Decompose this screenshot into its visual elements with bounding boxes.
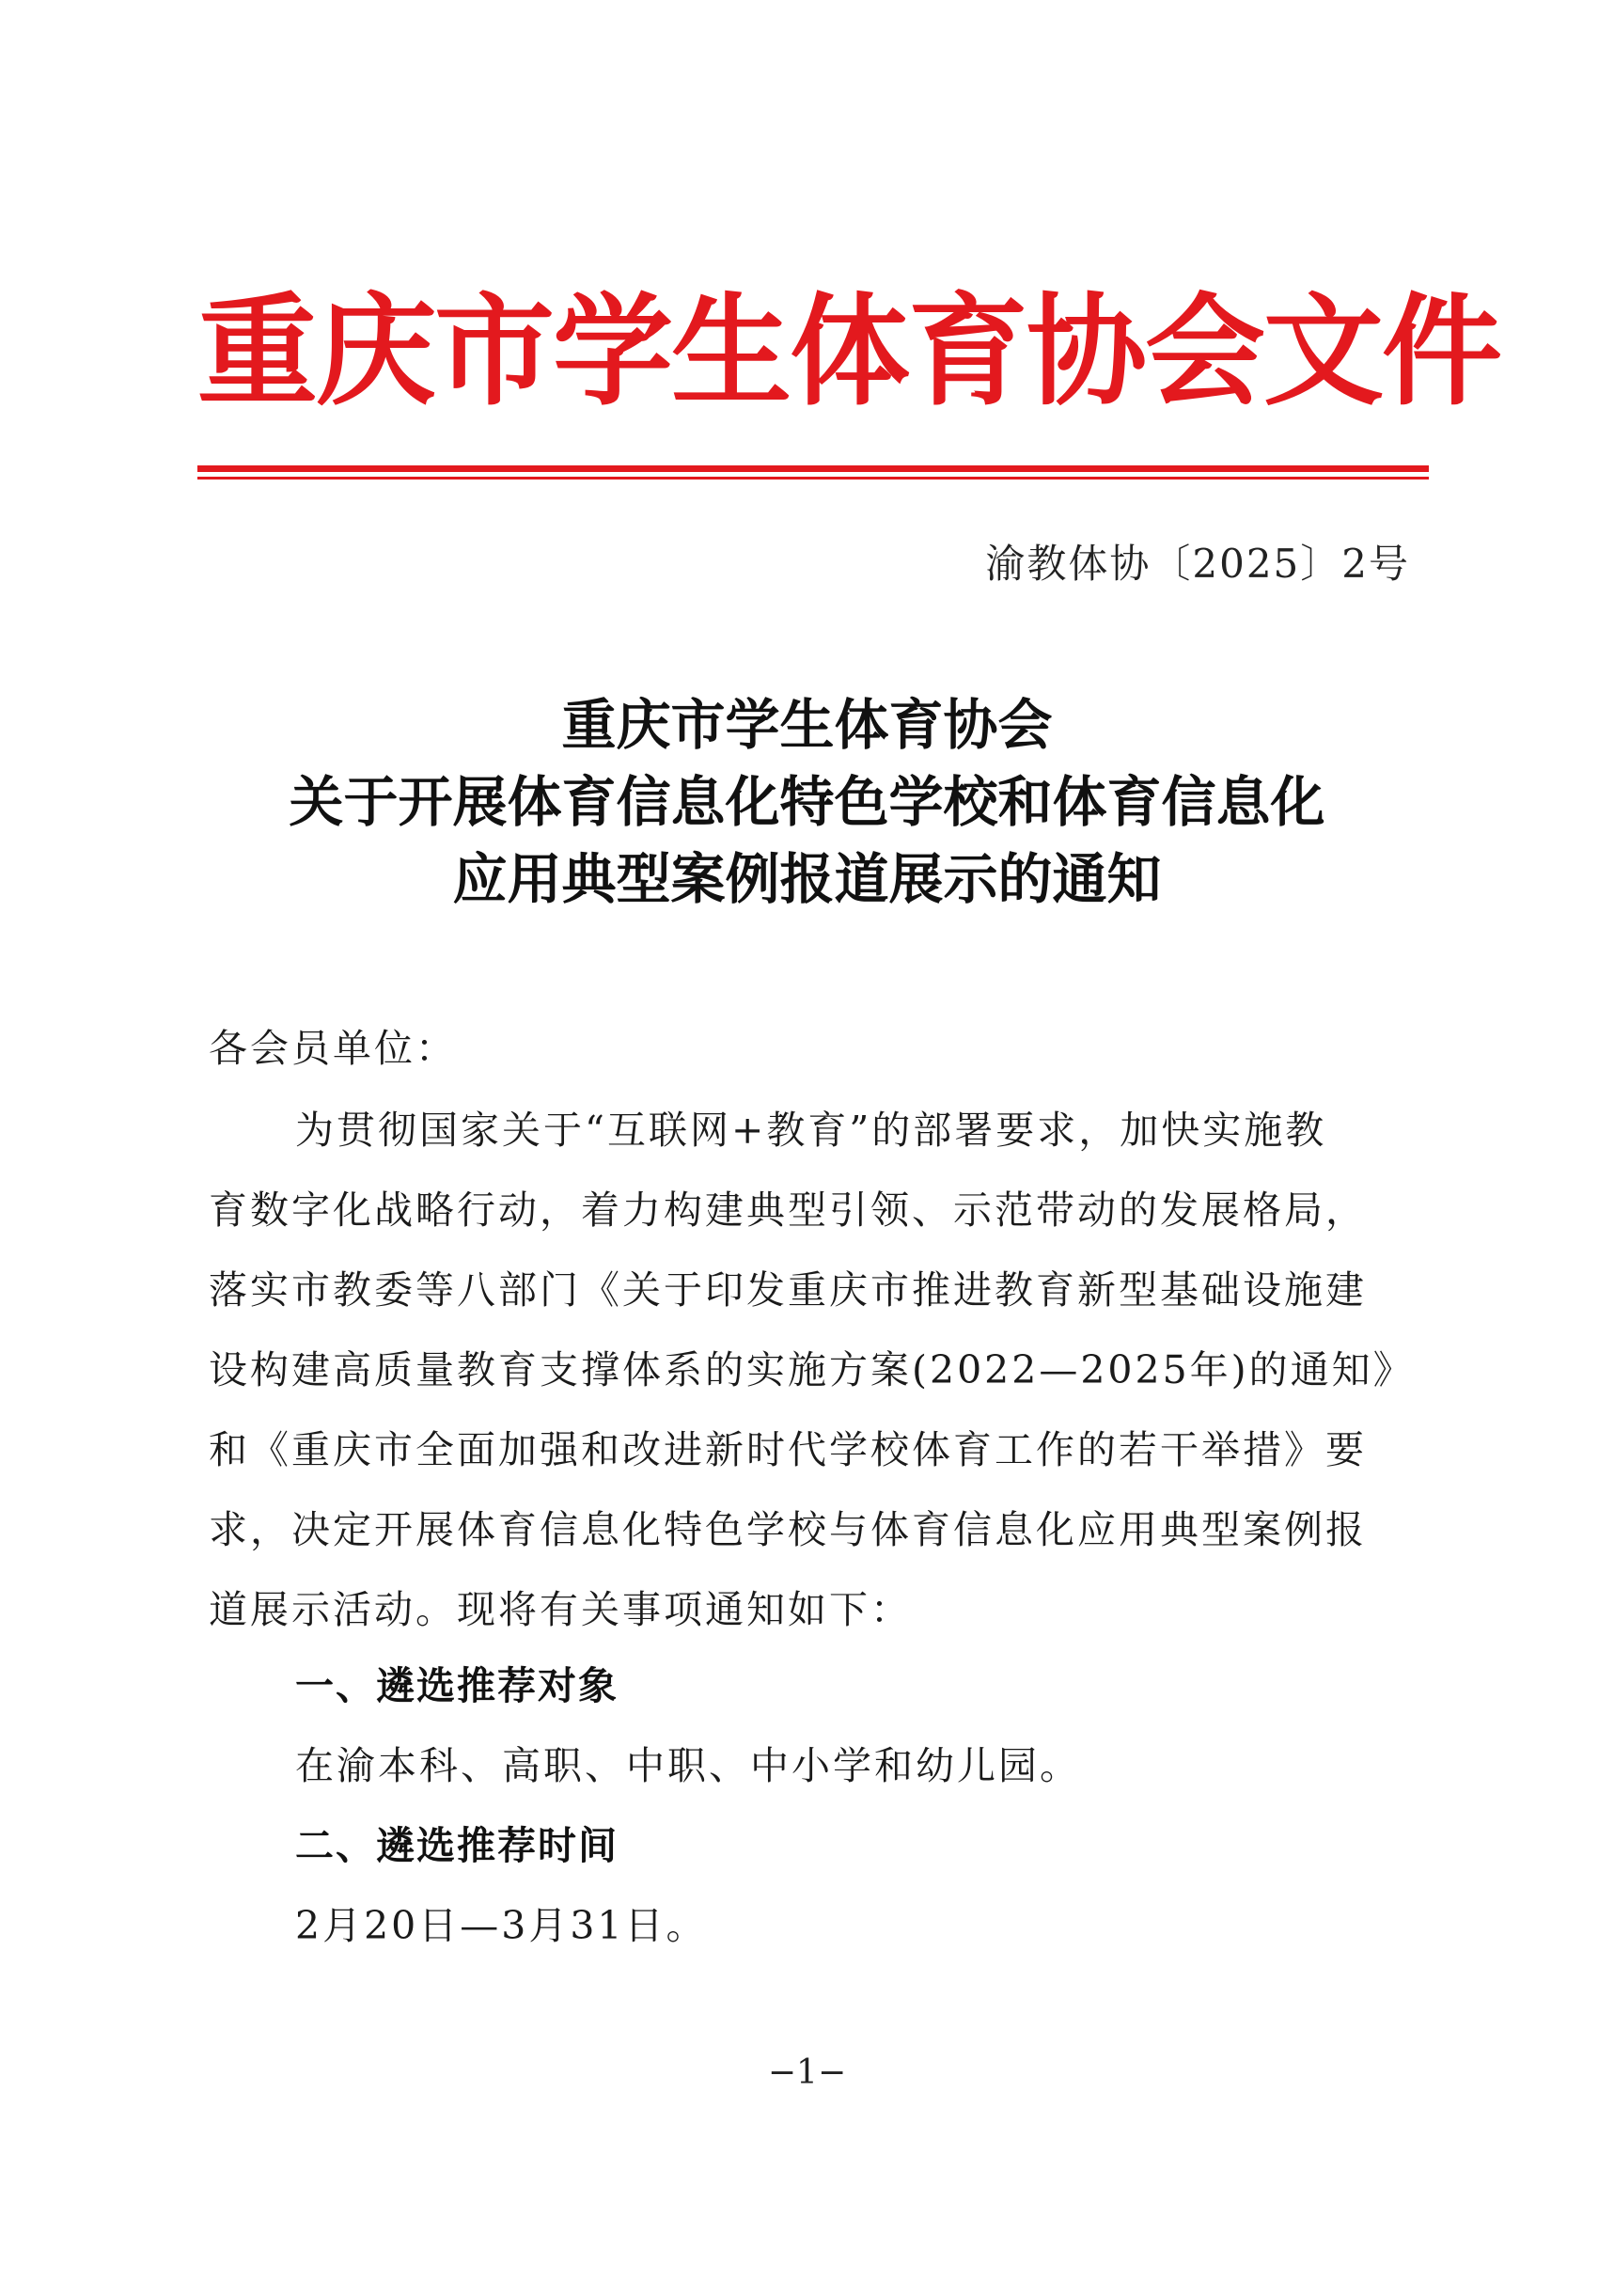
intro-line-2: 育数字化战略行动，着力构建典型引领、示范带动的发展格局， bbox=[209, 1187, 1367, 1233]
intro-line-3: 落实市教委等八部门《关于印发重庆市推进教育新型基础设施建 bbox=[209, 1267, 1367, 1313]
intro-line-4: 设构建高质量教育支撑体系的实施方案(2022—2025年)的通知》 bbox=[209, 1347, 1415, 1392]
page-number: −1− bbox=[767, 2053, 847, 2092]
section-content-1: 在渝本科、高职、中职、中小学和幼儿园。 bbox=[295, 1743, 1081, 1788]
intro-line-5: 和《重庆市全面加强和改进新时代学校体育工作的若干举措》要 bbox=[209, 1427, 1367, 1472]
intro-line-7: 道展示活动。现将有关事项通知如下： bbox=[209, 1587, 912, 1632]
masthead-rule-thin bbox=[197, 477, 1429, 480]
section-heading-2: 二、遴选推荐时间 bbox=[295, 1823, 619, 1868]
intro-line-1: 为贯彻国家关于“互联网+教育”的部署要求，加快实施教 bbox=[295, 1108, 1327, 1153]
title-line-1: 重庆市学生体育协会 bbox=[561, 693, 1053, 757]
section-heading-1: 一、遴选推荐对象 bbox=[295, 1663, 619, 1708]
title-line-2: 关于开展体育信息化特色学校和体育信息化 bbox=[289, 770, 1325, 834]
document-number: 渝教体协〔2025〕2号 bbox=[985, 541, 1410, 587]
salutation: 各会员单位： bbox=[209, 1026, 457, 1071]
intro-paragraph bbox=[209, 1091, 1421, 1650]
masthead-title: 重庆市学生体育协会文件 bbox=[197, 282, 1501, 422]
section-content-2: 2月20日—3月31日。 bbox=[295, 1903, 708, 1948]
intro-line-6: 求，决定开展体育信息化特色学校与体育信息化应用典型案例报 bbox=[209, 1507, 1367, 1552]
document-title bbox=[141, 686, 1473, 918]
masthead-rule-thick bbox=[197, 465, 1429, 472]
title-line-3: 应用典型案例报道展示的通知 bbox=[452, 847, 1162, 911]
